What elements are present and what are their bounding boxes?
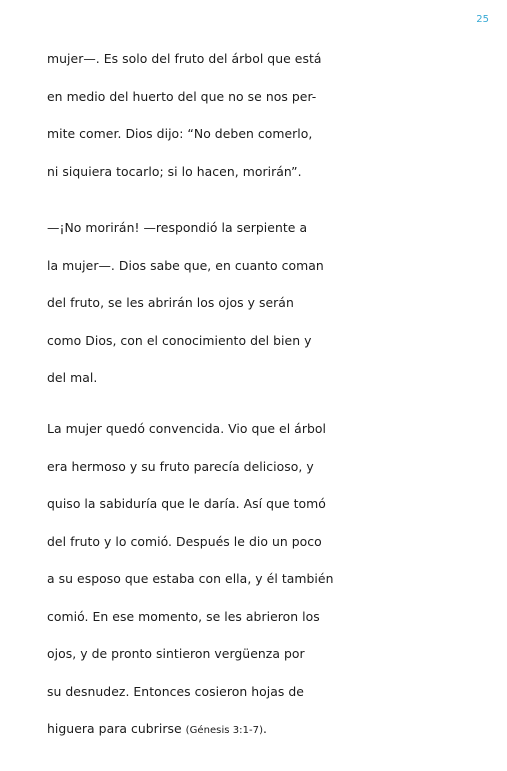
text-line: del fruto y lo comió. Después le dio un poco bbox=[47, 533, 322, 549]
text-line: ojos, y de pronto sintieron vergüenza por bbox=[47, 646, 305, 661]
paragraph-2 bbox=[47, 209, 347, 397]
text-line: era hermoso y su fruto parecía delicioso, y bbox=[47, 458, 314, 474]
text-line: mujer—. Es solo del fruto del árbol que está bbox=[47, 51, 322, 66]
text-line: —¡No morirán! —respondió la serpiente a bbox=[47, 220, 308, 235]
text-line: ni siquiera tocarlo; si lo hacen, morirán”. bbox=[47, 163, 302, 179]
scripture-citation: (Génesis 3:1-7) bbox=[185, 725, 264, 736]
text-line: mite comer. Dios dijo: “No deben comerlo, bbox=[47, 126, 313, 141]
page-number: 25 bbox=[476, 14, 489, 25]
text-line-body: higuera para cubrirse bbox=[47, 721, 182, 736]
text-line: comió. En ese momento, se les abrieron los bbox=[47, 608, 320, 624]
end-punctuation: . bbox=[263, 721, 268, 736]
text-line: su desnudez. Entonces cosieron hojas de bbox=[47, 683, 304, 699]
text-line: como Dios, con el conocimiento del bien y bbox=[47, 332, 312, 348]
text-line: del fruto, se les abrirán los ojos y serán bbox=[47, 295, 294, 310]
text-line: La mujer quedó convencida. Vio que el árbol bbox=[47, 421, 327, 436]
text-line: la mujer—. Dios sabe que, en cuanto coman bbox=[47, 257, 324, 273]
paragraph-1 bbox=[47, 40, 347, 190]
text-line: en medio del huerto del que no se nos per- bbox=[47, 88, 317, 104]
text-line: quiso la sabiduría que le daría. Así que tomó bbox=[47, 496, 326, 511]
text-line-last bbox=[47, 710, 347, 750]
paragraph-3 bbox=[47, 410, 347, 750]
text-line: del mal. bbox=[47, 370, 98, 385]
text-line: a su esposo que estaba con ella, y él también bbox=[47, 571, 334, 586]
